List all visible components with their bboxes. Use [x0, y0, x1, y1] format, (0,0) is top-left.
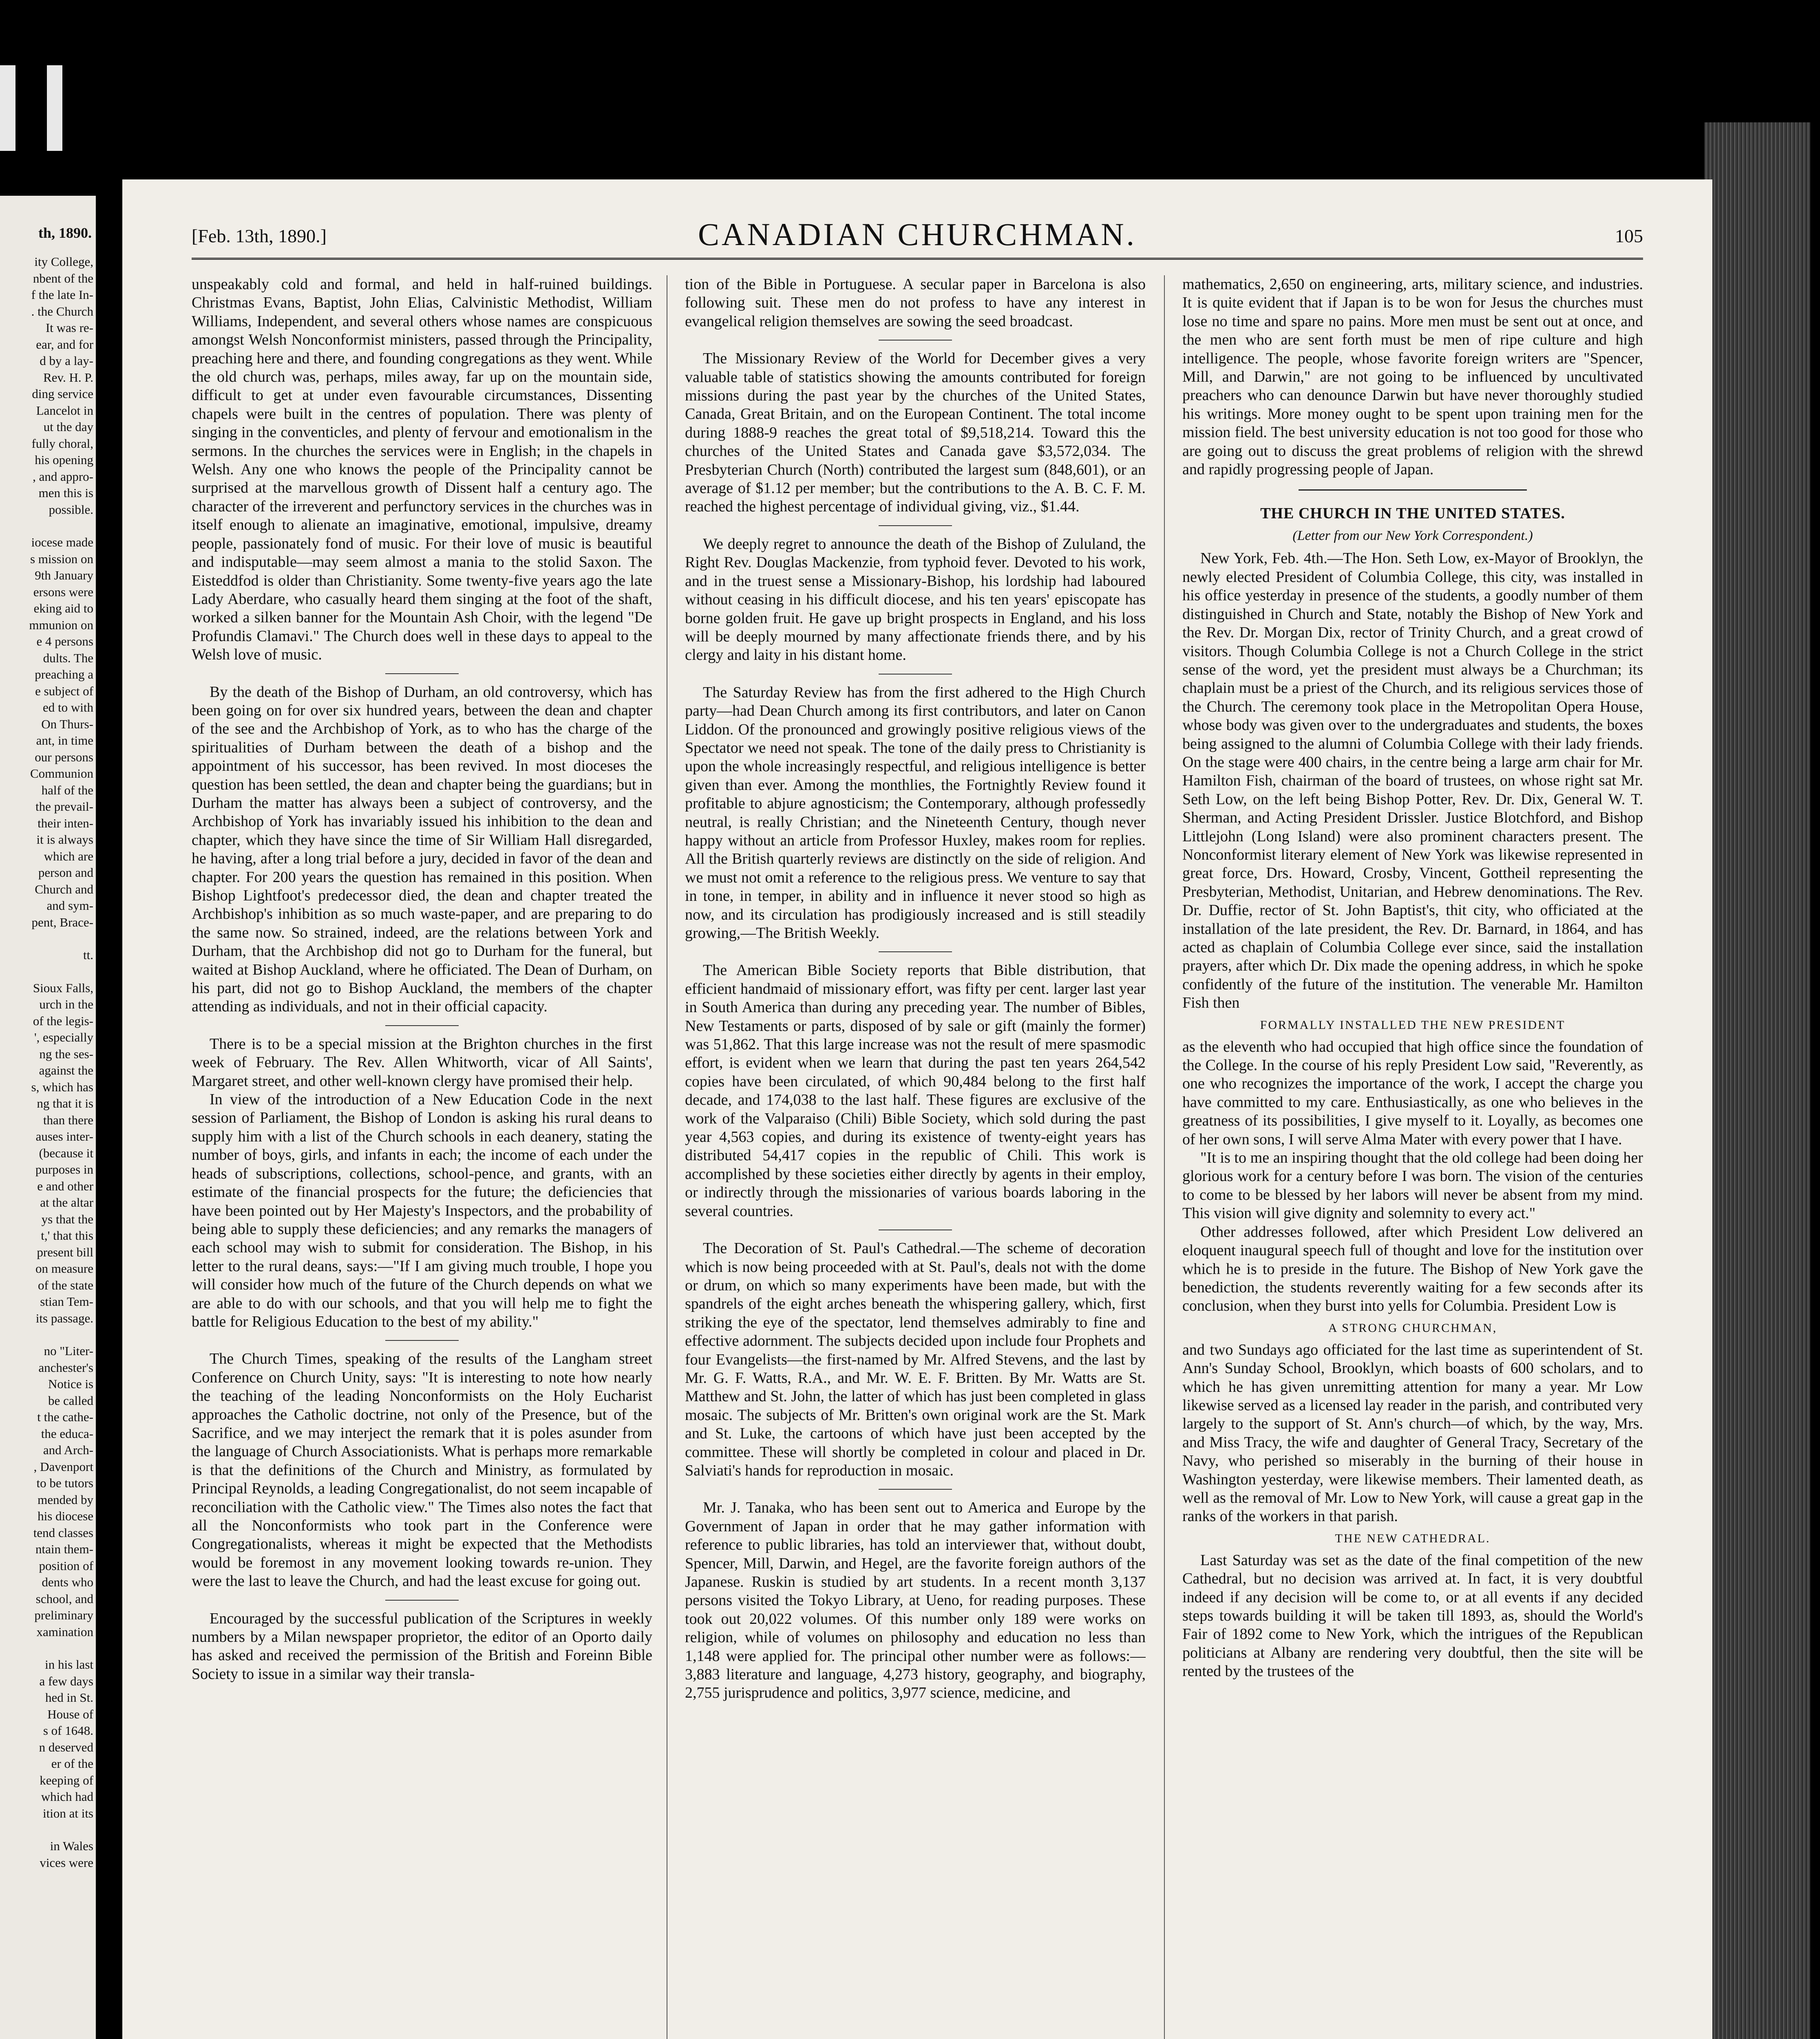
paragraph: The American Bible Society reports that Bible distribution, that efficient handmaid of missionary effort, was fifty per cent. larger last year in South America than during any preceding year. The number of Bibles, New Testaments or parts, disposed of by sale or gift (mainly the former) was 51,862. That this large increase was not the result of mere spasmodic effort, is evident when we learn that during the past ten years 264,542 copies have been circulated, of which 90,484 belong to the first half decade, and 174,038 to the last half. These figures are exclusive of the work of the Valparaiso (Chili) Bible Society, which sold during the past year 4,563 copies, and during its existence of twenty-eight years has distributed 54,417 copies in the republic of Chili. This work is accomplished by these societies either directly by agents in their employ, or indirectly through the missionaries of various boards laboring in the several countries. [685, 962, 1146, 1220]
left-page-line: men this is [38, 486, 93, 500]
left-page-line: than there [43, 1112, 93, 1127]
left-page-line: ut the day [43, 420, 93, 434]
left-page-line: , Davenport [33, 1459, 93, 1474]
column-divider-2 [1164, 275, 1165, 2039]
left-page-line: to be tutors [36, 1476, 93, 1490]
running-head [192, 216, 1643, 253]
left-page-gap [0, 1640, 96, 1656]
paragraph: There is to be a special mission at the Brighton churches in the first week of February. The Rev. Allen Whitworth, vicar of All Saints', Margaret street, and other well-known clergy have promised their help. [192, 1035, 652, 1090]
left-page-line: mended by [38, 1492, 93, 1507]
paragraph: Encouraged by the successful publication of the Scriptures in weekly numbers by a Milan newspaper proprietor, the editor of an Oporto daily has asked and received the permission of the British and Foreinn Bible Society to issue in a similar way their transla- [192, 1610, 652, 1683]
left-page-line: ersons were [33, 584, 93, 599]
section-separator [385, 1025, 459, 1026]
left-page-line: ng the ses- [39, 1046, 93, 1061]
left-page-line: Sioux Falls, [33, 980, 93, 995]
paragraph: New York, Feb. 4th.—The Hon. Seth Low, ex-Mayor of Brooklyn, the newly elected President of Columbia College, this city, was installed in his office yesterday in presence of the students, a goodly number of them distinguished in Church and State, notably the Bishop of New York and the Rev. Dr. Morgan Dix, rector of Trinity Church, and a great crowd of visitors. Though Columbia College is not a Church College in the strict sense of the word, yet the president must always be a Churchman; its chaplain must be a priest of the Church, and its religious services those of the Church. The ceremony took place in the Metropolitan Opera House, whose body was given over to the undergraduates and students, the boxes being assigned to the alumni of Columbia College with their lady friends. On the stage were 400 chairs, in the centre being a large arm chair for Mr. Hamilton Fish, chairman of the board of trustees, on whose right sat Mr. Seth Low, on the left being Bishop Potter, Rev. Dr. Dix, General W. T. Sherman, and Acting President Drissler. Justice Blotchford, and Bishop Littlejohn (Long Island) were also prominent characters present. The Nonconformist literary element of New York was likewise represented in great force, Drs. Howard, Crosby, Vincent, Gottheil representing the Presbyterian, Methodist, Unitarian, and Hebrew denominations. The Rev. Dr. Duffie, rector of St. John Baptist's, thit city, who officiated at the installation of the late president, the Rev. Dr. Barnard, in 1864, and has acted as chaplain of Columbia College ever since, said the installation prayers, after which Dr. Dix made the opening address, in which he spoke confidently of the future of the institution. The venerable Mr. Hamilton Fish then [1182, 550, 1643, 1012]
left-page-line: keeping of [40, 1773, 93, 1787]
header-rule [192, 258, 1643, 260]
left-page-line: pent, Brace- [31, 915, 93, 929]
left-page-line: (because it [39, 1146, 93, 1160]
left-page-line: d by a lay- [40, 354, 93, 368]
paragraph: mathematics, 2,650 on engineering, arts, military science, and industries. It is quite evident that if Japan is to be won for Jesus the churches must lose no time and spare no pains. More men must be sent out at once, and the men who are sent forth must be men of ripe culture and high intelligence. The people, whose favorite foreign writers are "Spencer, Mill, and Darwin," are not going to be influenced by uncultivated preachers who can denounce Darwin but have never thoroughly studied his writings. More money ought to be spent upon training men for the mission field. The best university education is not too good for those who are going out to discuss the great problems of religion with the shrewd and rapidly progressing people of Japan. [1182, 276, 1643, 478]
left-page-line: person and [38, 865, 93, 880]
left-page-line: his opening [35, 453, 93, 467]
left-page-line: fully choral, [31, 436, 93, 451]
left-facing-page [0, 196, 96, 2039]
paragraph: "It is to me an inspiring thought that the old college had been doing her glorious work for a century before I was born. The vision of the centuries to come to be blessed by her labors will never be absent from my mind. This vision will give dignity and solemnity to every act." [1182, 1149, 1643, 1222]
paragraph: as the eleventh who had occupied that high office since the foundation of the College. In the course of his reply President Low said, "Reverently, as one who recognizes the importance of the work, I accept the charge you have committed to my care. Enthusiastically, as one who believes in the greatness of its possibilities, I give myself to it. Loyally, as becomes one of her own sons, I will serve Alma Mater with every power that I have. [1182, 1038, 1643, 1148]
left-page-line: n deserved [39, 1740, 93, 1754]
left-page-line: Church and [35, 882, 93, 896]
article-subhead: A STRONG CHURCHMAN, [1328, 1321, 1498, 1335]
section-separator [385, 673, 459, 674]
article-subhead: THE NEW CATHEDRAL. [1335, 1531, 1491, 1545]
column-1 [192, 275, 652, 2039]
left-page-line: vices were [40, 1855, 93, 1870]
left-page-line: It was re- [45, 321, 93, 335]
left-page-line: on measure [35, 1261, 93, 1276]
paragraph: tion of the Bible in Portuguese. A secular paper in Barcelona is also following suit. These men do not profess to have any interest in evangelical religion themselves are sowing the seed broadcast. [685, 276, 1146, 330]
paragraph: unspeakably cold and formal, and held in half-ruined buildings. Christmas Evans, Baptist, John Elias, Calvinistic Methodist, William Williams, Independent, and several others whose names are conspicuous amongst Welsh Nonconformist ministers, passed through the Principality, preaching here and there, and founding congregations as they went. While the old church was, perhaps, miles away, far up on the mountain side, difficult to get at under even favourable circumstances, Dissenting chapels were built in the centres of population. There was plenty of singing in the conventicles, and plenty of fervour and emotionalism in the sermons. In the churches the services were in English; in the chapels in Welsh. Any one who knows the people of the Principality cannot be surprised at the marvellous growth of Dissent half a century ago. The character of the irreverent and perfunctory services in the churches was in itself enough to alienate an imaginative, emotional, impulsive, dreamy people, passionately fond of music. For their love of music is beautiful and indisputable—may seem almost a mania to the stolid Saxon. The Eisteddfod is older than Christianity. Some twenty-five years ago the late Lady Aberdare, who casually heard them singing at the foot of the shaft, worked a silken banner for the Mountain Ash Choir, with the legend "De Profundis Clamavi." The Church does well in these days to appeal to the Welsh love of music. [192, 276, 652, 663]
left-page-line: be called [48, 1393, 93, 1408]
article-headline: THE CHURCH IN THE UNITED STATES. [1260, 505, 1565, 522]
left-page-line: t the cathe- [37, 1410, 93, 1424]
left-page-line: his diocese [38, 1509, 93, 1523]
binding-mark-right [47, 65, 62, 151]
left-page-gap [0, 931, 96, 947]
left-page-line: our persons [35, 750, 93, 764]
left-page-line: t,' that this [41, 1228, 93, 1243]
left-page-line: a few days [39, 1674, 93, 1688]
left-page-line: Lancelot in [36, 403, 93, 418]
issue-date: [Feb. 13th, 1890.] [192, 226, 327, 246]
section-separator [385, 1600, 459, 1601]
masthead-title: CANADIAN CHURCHMAN. [698, 217, 1137, 252]
left-page-line: stian Tem- [40, 1294, 93, 1309]
left-page-line: preaching a [35, 667, 93, 681]
left-page-line: against the [39, 1063, 93, 1077]
paragraph: The Church Times, speaking of the results of the Langham street Conference on Church Unity, says: "It is interesting to note how nearly the teaching of the leading Nonconformists on the Holy Eucharist approaches the Catholic doctrine, not only of the Presence, but of the Sacrifice, and we may interject the remark that it is poles asunder from the language of Church Associationists. What is perhaps more remarkable is that the definitions of the Church and Ministry, as formulated by Principal Reynolds, a leading Congregationalist, do not seem incapable of reconciliation with the Catholic view." The Times also notes the fact that all the Nonconformists who took part in the Conference were Congregationalists, whereas it might be expected that the Methodists would be foremost in any movement looking towards re-union. They were the last to leave the Church, and had the least excuse for going out. [192, 1350, 652, 1590]
left-page-line: s of 1648. [43, 1723, 93, 1738]
left-page-line: ', especially [34, 1030, 93, 1044]
left-page-line: which had [41, 1789, 93, 1804]
binding-mark-left [0, 65, 15, 151]
left-page-line: er of the [51, 1756, 93, 1771]
left-page-line: preliminary [34, 1608, 93, 1622]
section-separator [879, 340, 952, 341]
left-page-line: of the state [38, 1278, 93, 1292]
left-page-line: auses inter- [35, 1129, 93, 1143]
left-page-line: mmunion on [29, 617, 93, 632]
left-page-line: the educa- [41, 1426, 93, 1441]
left-page-line: . the Church [31, 304, 93, 318]
left-page-line: ys that the [41, 1212, 93, 1226]
left-page-line: Communion [30, 766, 93, 781]
paragraph: The Saturday Review has from the first adhered to the High Church party—had Dean Church among its first contributors, and later on Canon Liddon. Of the pronounced and growingly positive religious views of the Spectator we need not speak. The tone of the daily press to Christianity is upon the whole increasingly respectful, and religious intelligence is better given than ever. Among the monthlies, the Fortnightly Review found it profitable to abjure agnosticism; the Contemporary, although professedly neutral, is really Christian; and the Nineteenth Century, though never happy without an article from Professor Huxley, makes room for replies. All the British quarterly reviews are distinctly on the side of religion. And we must not omit a reference to the religious press. We venture to say that in tone, in temper, in ability and in influence it never stood so high as now, and its circulation has prodigiously increased and is still steadily growing,—The British Weekly. [685, 683, 1146, 942]
left-page-line: On Thurs- [41, 717, 93, 731]
column-2 [685, 275, 1146, 2039]
left-page-line: no "Liter- [44, 1344, 93, 1358]
left-page-line: , and appro- [33, 469, 93, 484]
left-page-line: hed in St. [45, 1690, 93, 1705]
left-page-line: tend classes [33, 1525, 93, 1540]
left-page-gap [0, 964, 96, 980]
left-page-line: tt. [83, 948, 93, 962]
paragraph: Mr. J. Tanaka, who has been sent out to America and Europe by the Government of Japan in order that he may gather information with reference to public libraries, has told an interviewer that, without doubt, Spencer, Mill, Darwin, and Hegel, are the favorite foreign authors of the Japanese. Ruskin is studied by art students. In a recent month 3,137 persons visited the Tokyo Library, at Ueno, for reading purposes. These took out 20,022 volumes. Of this number only 189 were works on religion, while of volumes on philosophy and education no less than 1,148 were applied for. The principal other number were as follows:—3,883 literature and language, 4,273 history, geography, and biography, 2,755 jurisprudence and politics, 3,977 science, medicine, and [685, 1499, 1146, 1702]
left-page-gap [0, 1327, 96, 1343]
left-page-line: which are [44, 849, 93, 863]
left-page-line: House of [47, 1707, 93, 1721]
left-page-line: school, and [35, 1591, 93, 1606]
left-page-line: nbent of the [33, 271, 93, 285]
left-page-line: e subject of [35, 683, 93, 698]
section-separator [879, 525, 952, 526]
left-page-line: ear, and for [36, 337, 93, 352]
paragraph: The Missionary Review of the World for December gives a very valuable table of statistics showing the amounts contributed for foreign missions during the past year by the churches of the United States, Canada, Great Britain, and on the European Continent. The total income during 1888-9 reaches the great total of $9,518,214. Toward this the churches of the United States and Canada gave $3,572,034. The Presbyterian Church (North) contributed the largest sum (848,601), or an average of $1.12 per member; but the contributions to the A. B. C. F. M. reached the highest percentage of individual giving, viz., $1.44. [685, 350, 1146, 515]
left-page-line: Notice is [48, 1377, 93, 1391]
article-byline: (Letter from our New York Correspondent.) [1292, 528, 1533, 544]
page-number: 105 [1615, 226, 1643, 246]
left-page-line: in Wales [50, 1839, 93, 1853]
left-page-line: ntain them- [35, 1542, 93, 1556]
paragraph: The Decoration of St. Paul's Cathedral.—The scheme of decoration which is now being proceeded with at St. Paul's, deals not with the dome or drum, on which so many experiments have been made, but with the spandrels of the eight arches beneath the whispering gallery, which, first striking the eye of the spectator, lend themselves admirably to fine and effective adornment. The subjects decided upon include four Prophets and four Evangelists—the first-named by Mr. Alfred Stevens, and the last by Mr. G. F. Watts, R.A., and Mr. W. E. F. Britten. By Mr. Watts are St. Matthew and St. John, the latter of which has just been completed in glass mosaic. The subjects of Mr. Britten's own original work are the St. Mark and St. Luke, the cartoons of which have just been accepted by the committee. These will shortly be completed in colour and placed in Dr. Salviati's hands for reproduction in mosaic. [685, 1240, 1146, 1479]
left-page-line: dults. The [43, 650, 93, 665]
paragraph: Other addresses followed, after which President Low delivered an eloquent inaugural speech full of thought and love for the institution over which he is to preside in the future. The Bishop of New York gave the benediction, the students reverently waiting for a few seconds after its conclusion, when they burst into yells for Columbia. President Low is [1182, 1223, 1643, 1315]
left-page-line: eking aid to [33, 601, 93, 615]
left-page-line: dents who [42, 1575, 93, 1589]
newspaper-page [122, 179, 1712, 2039]
section-separator [879, 1489, 952, 1490]
left-page-line: ant, in time [36, 733, 93, 747]
left-page-line: e and other [37, 1179, 93, 1193]
left-page-line: their inten- [38, 816, 93, 830]
left-page-line: present bill [37, 1245, 93, 1259]
left-page-line: f the late In- [31, 287, 93, 302]
article-separator [1299, 489, 1527, 491]
left-page-line: its passage. [35, 1311, 93, 1325]
paragraph: We deeply regret to announce the death of the Bishop of Zululand, the Right Rev. Douglas Mackenzie, from typhoid fever. Devoted to his work, and in the truest sense a Missionary-Bishop, his lordship had laboured without ceasing in his difficult diocese, and his ten years' episcopate has borne golden fruit. He gave up bright prospects in England, and his loss will be deeply mourned by many affectionate friends there, and by his clergy and laity in his distant home. [685, 535, 1146, 664]
left-page-line: half of the [41, 783, 93, 797]
left-page-line: ding service [32, 387, 93, 401]
left-page-text [0, 254, 96, 1871]
section-separator [385, 1340, 459, 1341]
left-page-line: and Arch- [43, 1443, 93, 1457]
left-page-line: e 4 persons [36, 634, 93, 648]
left-page-line: xamination [36, 1624, 93, 1639]
paragraph: By the death of the Bishop of Durham, an old controversy, which has been going on for over six hundred years, between the dean and chapter of the see and the Archbishop of York, as to who has the charge of the spiritualities of Durham between the death of a bishop and the appointment of his successor, has been revived. In most dioceses the question has been settled, the dean and chapter being the guardians; but in Durham the matter has always been a subject of controversy, and the Archbishop of York has invariably issued his inhibition to the dean and chapter, which they have since the time of Sir William Hall disregarded, he having, after a long trial before a jury, decided in favor of the dean and chapter. For 200 years the question has remained in this position. When Bishop Lightfoot's predecessor died, the dean and chapter treated the Archbishop's inhibition as so much waste-paper, and are preparing to do the same now. So strained, indeed, are the relations between York and Durham, that the Archbishop did not go to Durham for the funeral, but waited at Bishop Auckland, where he officiated. The Dean of Durham, on his part, did not go to Bishop Auckland, the members of the chapter attending as individuals, and not in their official capacity. [192, 683, 652, 1015]
left-page-line: at the altar [40, 1195, 93, 1210]
left-page-line: it is always [36, 832, 93, 847]
left-page-line: 9th January [35, 568, 93, 582]
left-page-line: of the legis- [33, 1013, 93, 1028]
column-3 [1182, 275, 1643, 2039]
paragraph: Last Saturday was set as the date of the final competition of the new Cathedral, but no decision was arrived at. In fact, it is very doubtful indeed if any decision will be come to, or at all events if any decided steps towards building it will be taken till 1893, as, should the World's Fair of 1892 come to New York, which the intrigues of the Republican politicians at Albany are rendering very doubtful, then the site will be rented by the trustees of the [1182, 1551, 1643, 1680]
left-page-line: anchester's [38, 1360, 93, 1375]
left-page-line: position of [39, 1558, 93, 1573]
left-page-line: urch in the [39, 997, 93, 1011]
left-page-line: ition at its [43, 1806, 93, 1820]
section-separator [879, 674, 952, 675]
left-page-line: s mission on [30, 551, 93, 566]
left-page-line: ity College, [34, 254, 93, 269]
section-separator [879, 951, 952, 952]
left-page-line: ng that it is [37, 1096, 93, 1110]
left-page-line: Rev. H. P. [43, 370, 93, 385]
left-page-line: ed to with [43, 700, 93, 714]
left-page-line: iocese made [31, 535, 93, 549]
article-subhead: FORMALLY INSTALLED THE NEW PRESIDENT [1260, 1018, 1566, 1032]
paragraph: In view of the introduction of a New Education Code in the next session of Parliament, the Bishop of London is asking his rural deans to supply him with a list of the Church schools in each deanery, stating the number of boys, girls, and infants in each; the income of each under the heads of subscriptions, collections, school-pence, and grants, with an estimate of the financial prospects for the future; the deficiencies that have been pointed out by Her Majesty's Inspectors, and the probability of being able to supply these deficiencies; and any remarks the managers of each school may wish to submit for consideration. The Bishop, in his letter to the rural deans, says:—"If I am giving much trouble, I hope you will consider how much of the future of the Church depends on what we are able to do with our schools, and that you will help me to fight the battle for Religious Education to the best of my ability." [192, 1091, 652, 1330]
left-page-line: s, which has [31, 1079, 93, 1094]
left-page-gap [0, 1822, 96, 1838]
left-page-line: purposes in [35, 1162, 93, 1177]
left-page-line: the prevail- [35, 799, 93, 814]
left-page-header: th, 1890. [38, 225, 92, 241]
left-page-line: and sym- [46, 898, 93, 913]
left-page-line: possible. [49, 502, 93, 517]
left-page-line: in his last [45, 1657, 93, 1672]
paragraph: and two Sundays ago officiated for the last time as superintendent of St. Ann's Sunday School, Brooklyn, which boasts of 600 scholars, and to which he has given unremitting attention for many a year. Mr Low likewise served as a licensed lay reader in the parish, and contributed very largely to the support of St. Ann's church—of which, by the way, Mrs. and Miss Tracy, the wife and daughter of General Tracy, Secretary of the Navy, who perished so miserably in the burning of their house in Washington yesterday, were likewise members. Their lamented death, as well as the removal of Mr. Low to New York, will cause a great gap in the ranks of the workers in that parish. [1182, 1341, 1643, 1525]
left-page-gap [0, 518, 96, 534]
book-page-edges [1704, 122, 1810, 2039]
